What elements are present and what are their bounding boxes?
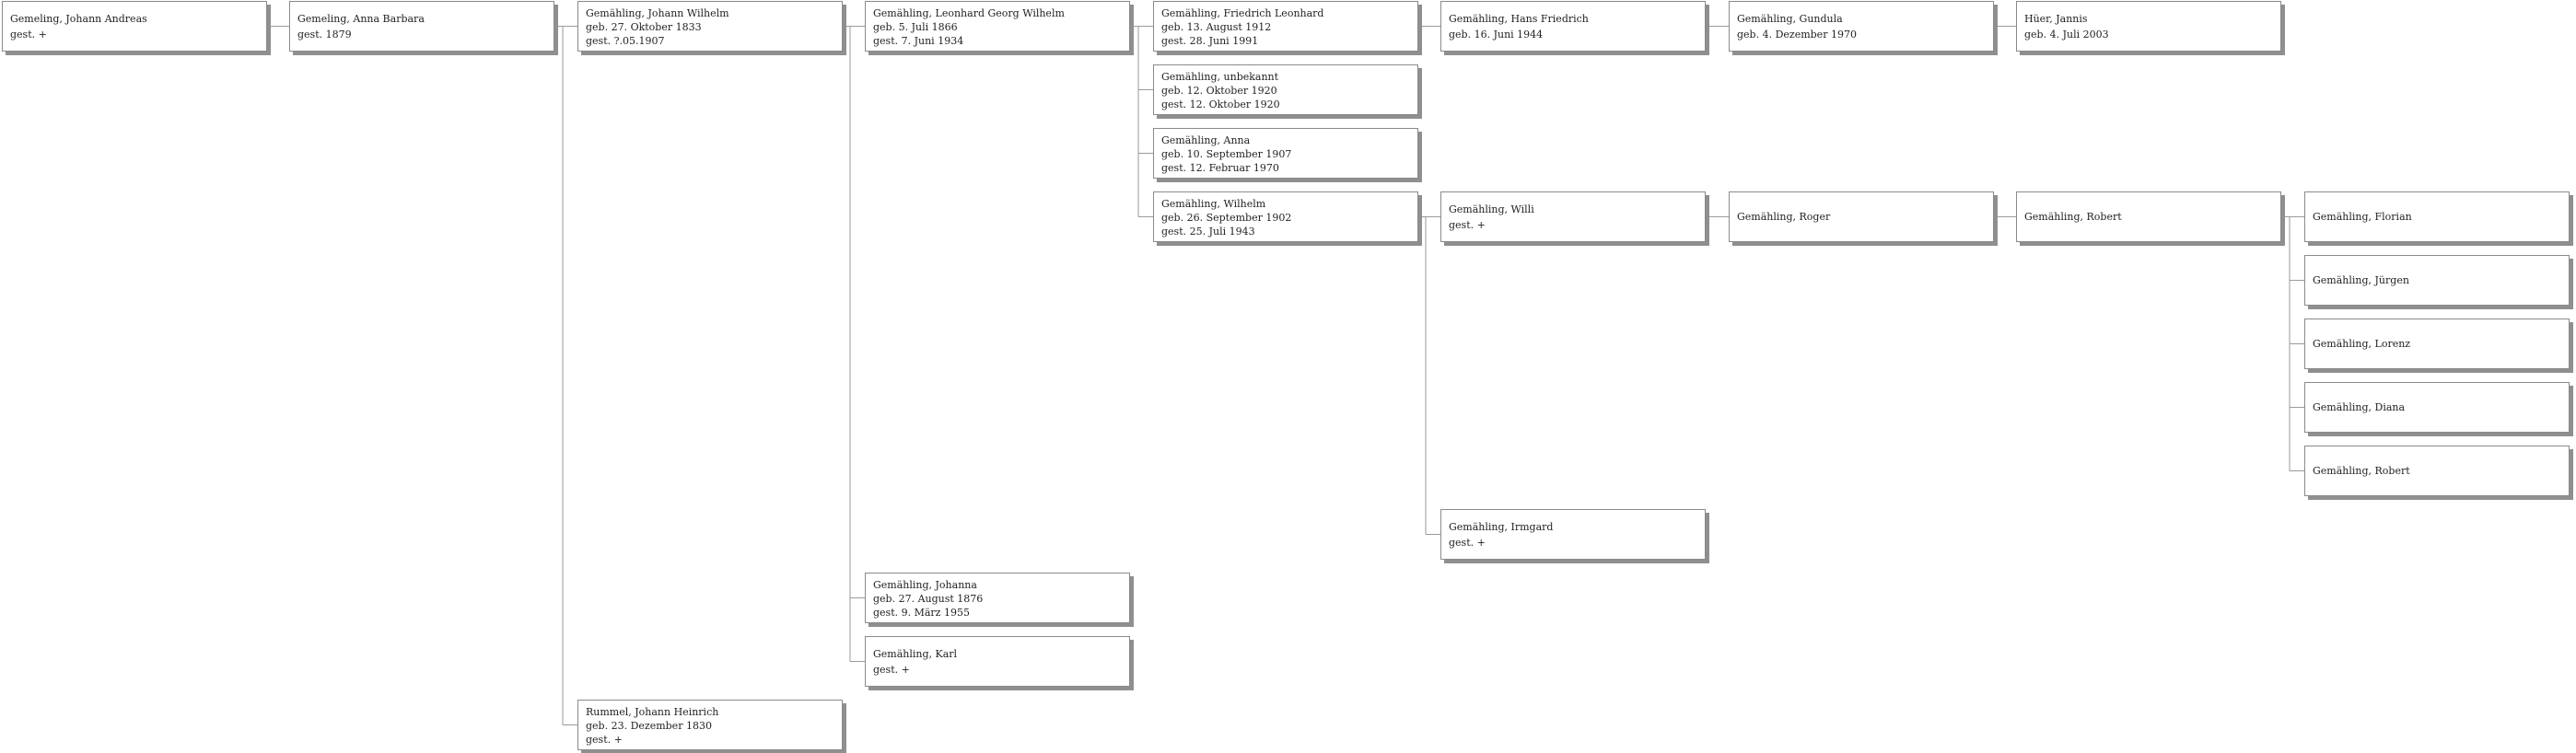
- person-birth: geb. 13. August 1912: [1161, 21, 1272, 33]
- person-birth: geb. 16. Juni 1944: [1449, 28, 1544, 41]
- person-death: gest. +: [1449, 218, 1486, 231]
- person-death: gest. +: [873, 663, 910, 676]
- person-name: Gemähling, Diana: [2313, 401, 2406, 413]
- person-card[interactable]: [577, 700, 843, 750]
- person-name: Gemähling, Irmgard: [1449, 520, 1554, 533]
- person-name: Gemähling, Jürgen: [2313, 274, 2409, 286]
- person-name: Gemeling, Johann Andreas: [10, 12, 147, 25]
- person-name: Hüer, Jannis: [2024, 12, 2088, 25]
- person-death: gest. 28. Juni 1991: [1161, 35, 1259, 47]
- person-name: Gemähling, Wilhelm: [1161, 198, 1266, 210]
- person-card[interactable]: [2016, 191, 2281, 242]
- person-death: gest. +: [1449, 536, 1486, 549]
- person-card[interactable]: [1153, 191, 1418, 242]
- person-card[interactable]: [865, 1, 1130, 52]
- person-name: Gemähling, Johann Wilhelm: [586, 7, 729, 19]
- person-name: Rummel, Johann Heinrich: [586, 706, 719, 718]
- person-card[interactable]: [289, 1, 554, 52]
- person-card[interactable]: [1153, 64, 1418, 115]
- person-birth: geb. 4. Juli 2003: [2024, 28, 2109, 41]
- person-death: gest. +: [10, 28, 47, 41]
- person-birth: geb. 4. Dezember 1970: [1737, 28, 1857, 41]
- person-death: gest. 12. Februar 1970: [1161, 162, 1279, 174]
- person-name: Gemähling, unbekannt: [1161, 71, 1279, 83]
- person-card[interactable]: [2304, 446, 2570, 496]
- person-name: Gemähling, Florian: [2313, 211, 2412, 223]
- person-death: gest. 7. Juni 1934: [873, 35, 964, 47]
- person-name: Gemeling, Anna Barbara: [297, 12, 425, 25]
- person-name: Gemähling, Hans Friedrich: [1449, 12, 1589, 25]
- person-card[interactable]: [2304, 382, 2570, 433]
- person-card[interactable]: [1440, 191, 1706, 242]
- person-card[interactable]: [2016, 1, 2281, 52]
- person-name: Gemähling, Johanna: [873, 579, 977, 591]
- person-name: Gemähling, Anna: [1161, 134, 1251, 146]
- person-card[interactable]: [2, 1, 267, 52]
- person-name: Gemähling, Robert: [2024, 211, 2122, 223]
- person-death: gest. 12. Oktober 1920: [1161, 98, 1280, 110]
- person-death: gest. +: [586, 734, 623, 746]
- person-death: gest. ?.05.1907: [586, 35, 665, 47]
- person-birth: geb. 10. September 1907: [1161, 148, 1292, 160]
- person-birth: geb. 23. Dezember 1830: [586, 720, 712, 732]
- person-card[interactable]: [577, 1, 843, 52]
- person-card[interactable]: [865, 573, 1130, 623]
- person-name: Gemähling, Gundula: [1737, 12, 1843, 25]
- person-card[interactable]: [865, 636, 1130, 687]
- person-death: gest. 25. Juli 1943: [1161, 226, 1255, 237]
- person-card[interactable]: [1440, 1, 1706, 52]
- person-name: Gemähling, Roger: [1737, 211, 1831, 223]
- person-card[interactable]: [1153, 128, 1418, 179]
- person-name: Gemähling, Karl: [873, 647, 958, 660]
- person-death: gest. 1879: [297, 28, 352, 41]
- person-card[interactable]: [1729, 191, 1994, 242]
- person-death: gest. 9. März 1955: [873, 607, 970, 619]
- person-card[interactable]: [2304, 255, 2570, 306]
- person-name: Gemähling, Leonhard Georg Wilhelm: [873, 7, 1065, 19]
- person-birth: geb. 27. Oktober 1833: [586, 21, 702, 33]
- person-name: Gemähling, Robert: [2313, 465, 2410, 477]
- person-birth: geb. 27. August 1876: [873, 593, 984, 605]
- person-card[interactable]: [1729, 1, 1994, 52]
- person-card[interactable]: [1153, 1, 1418, 52]
- person-name: Gemähling, Lorenz: [2313, 338, 2411, 350]
- person-name: Gemähling, Friedrich Leonhard: [1161, 7, 1324, 19]
- person-card[interactable]: [2304, 319, 2570, 369]
- person-card[interactable]: [1440, 509, 1706, 560]
- person-birth: geb. 12. Oktober 1920: [1161, 85, 1277, 97]
- person-birth: geb. 5. Juli 1866: [873, 21, 958, 33]
- person-name: Gemähling, Willi: [1449, 203, 1534, 215]
- person-birth: geb. 26. September 1902: [1161, 212, 1292, 224]
- person-card[interactable]: [2304, 191, 2570, 242]
